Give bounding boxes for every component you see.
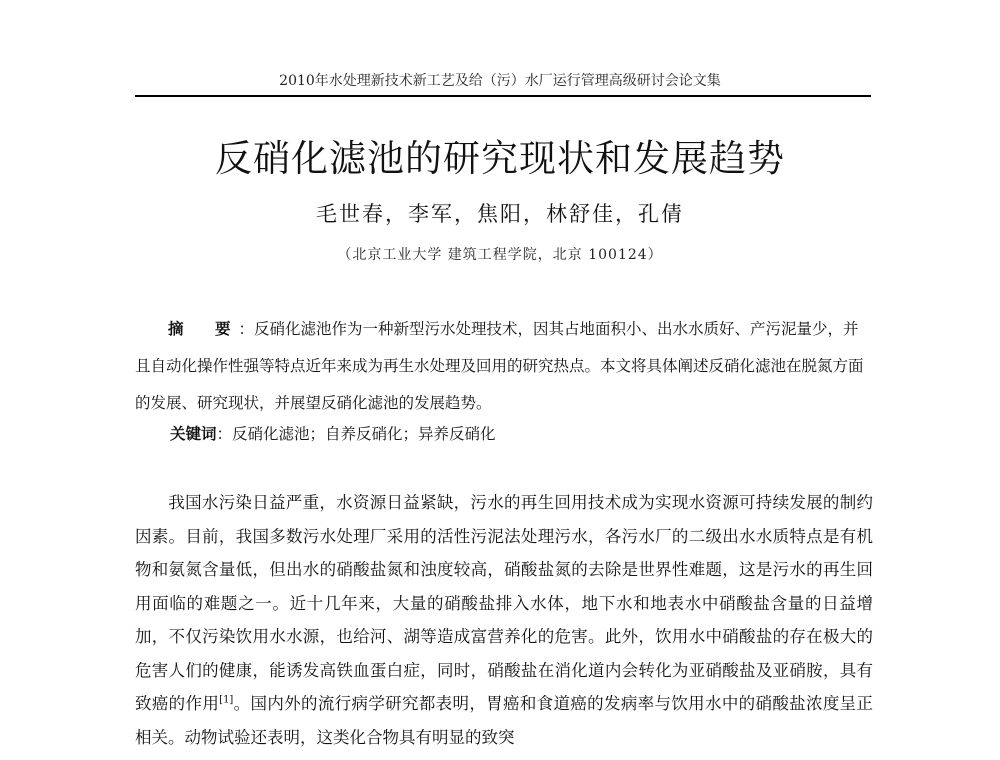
- paper-title: 反硝化滤池的研究现状和发展趋势: [215, 137, 785, 180]
- body-text-part-2: 。国内外的流行病学研究都表明，胃癌和食道癌的发病率与饮用水中的硝酸盐浓度呈正相关。动物试验还表明，这类化合物具有明显的致突: [135, 694, 874, 747]
- header-rule: [135, 95, 871, 97]
- affiliation: （北京工业大学 建筑工程学院，北京 100124）: [337, 247, 663, 263]
- body-text: [135, 486, 873, 754]
- keywords-text: ：反硝化滤池；自养反硝化；异养反硝化: [216, 425, 496, 443]
- author-list: 毛世春，李军，焦阳，林舒佳，孔倩: [316, 202, 684, 226]
- body-text-part-1: 我国水污染日益严重，水资源日益紧缺，污水的再生回用技术成为实现水资源可持续发展的制约因素。目前，我国多数污水处理厂采用的活性污泥法处理污水，各污水厂的二级出水水质特点是有机物和氨氮含量低，但出水的硝酸盐氮和浊度较高，硝酸盐氮的去除是世界性难题，这是污水的再生回用面临的难题之一。近十几年来，大量的硝酸盐排入水体，地下水和地表水中硝酸盐含量的日益增加，不仅污染饮用水水源，也给河、湖等造成富营养化的危害。此外，饮用水中硝酸盐的存在极大的危害人们的健康，能诱发高铁血蛋白症，同时，硝酸盐在消化道内会转化为亚硝酸盐及亚硝胺，具有致癌的作用: [135, 493, 873, 713]
- abstract: [135, 310, 873, 422]
- body-paragraph: [135, 486, 873, 754]
- running-header: 2010年水处理新技术新工艺及给（污）水厂运行管理高级研讨会论文集: [279, 73, 721, 89]
- keywords-label: 关键词: [170, 424, 217, 443]
- abstract-paragraph: [135, 310, 873, 422]
- citation-ref[interactable]: [1]: [219, 694, 234, 706]
- keywords: [170, 422, 870, 444]
- abstract-label: 摘 要: [168, 319, 239, 338]
- keywords-paragraph: [170, 422, 870, 444]
- abstract-text: ：反硝化滤池作为一种新型污水处理技术，因其占地面积小、出水水质好、产污泥量少，并且自动化操作性强等特点近年来成为再生水处理及回用的研究热点。本文将具体阐述反硝化滤池在脱氮方面的发展、研究现状，并展望反硝化滤池的发展趋势。: [135, 320, 864, 412]
